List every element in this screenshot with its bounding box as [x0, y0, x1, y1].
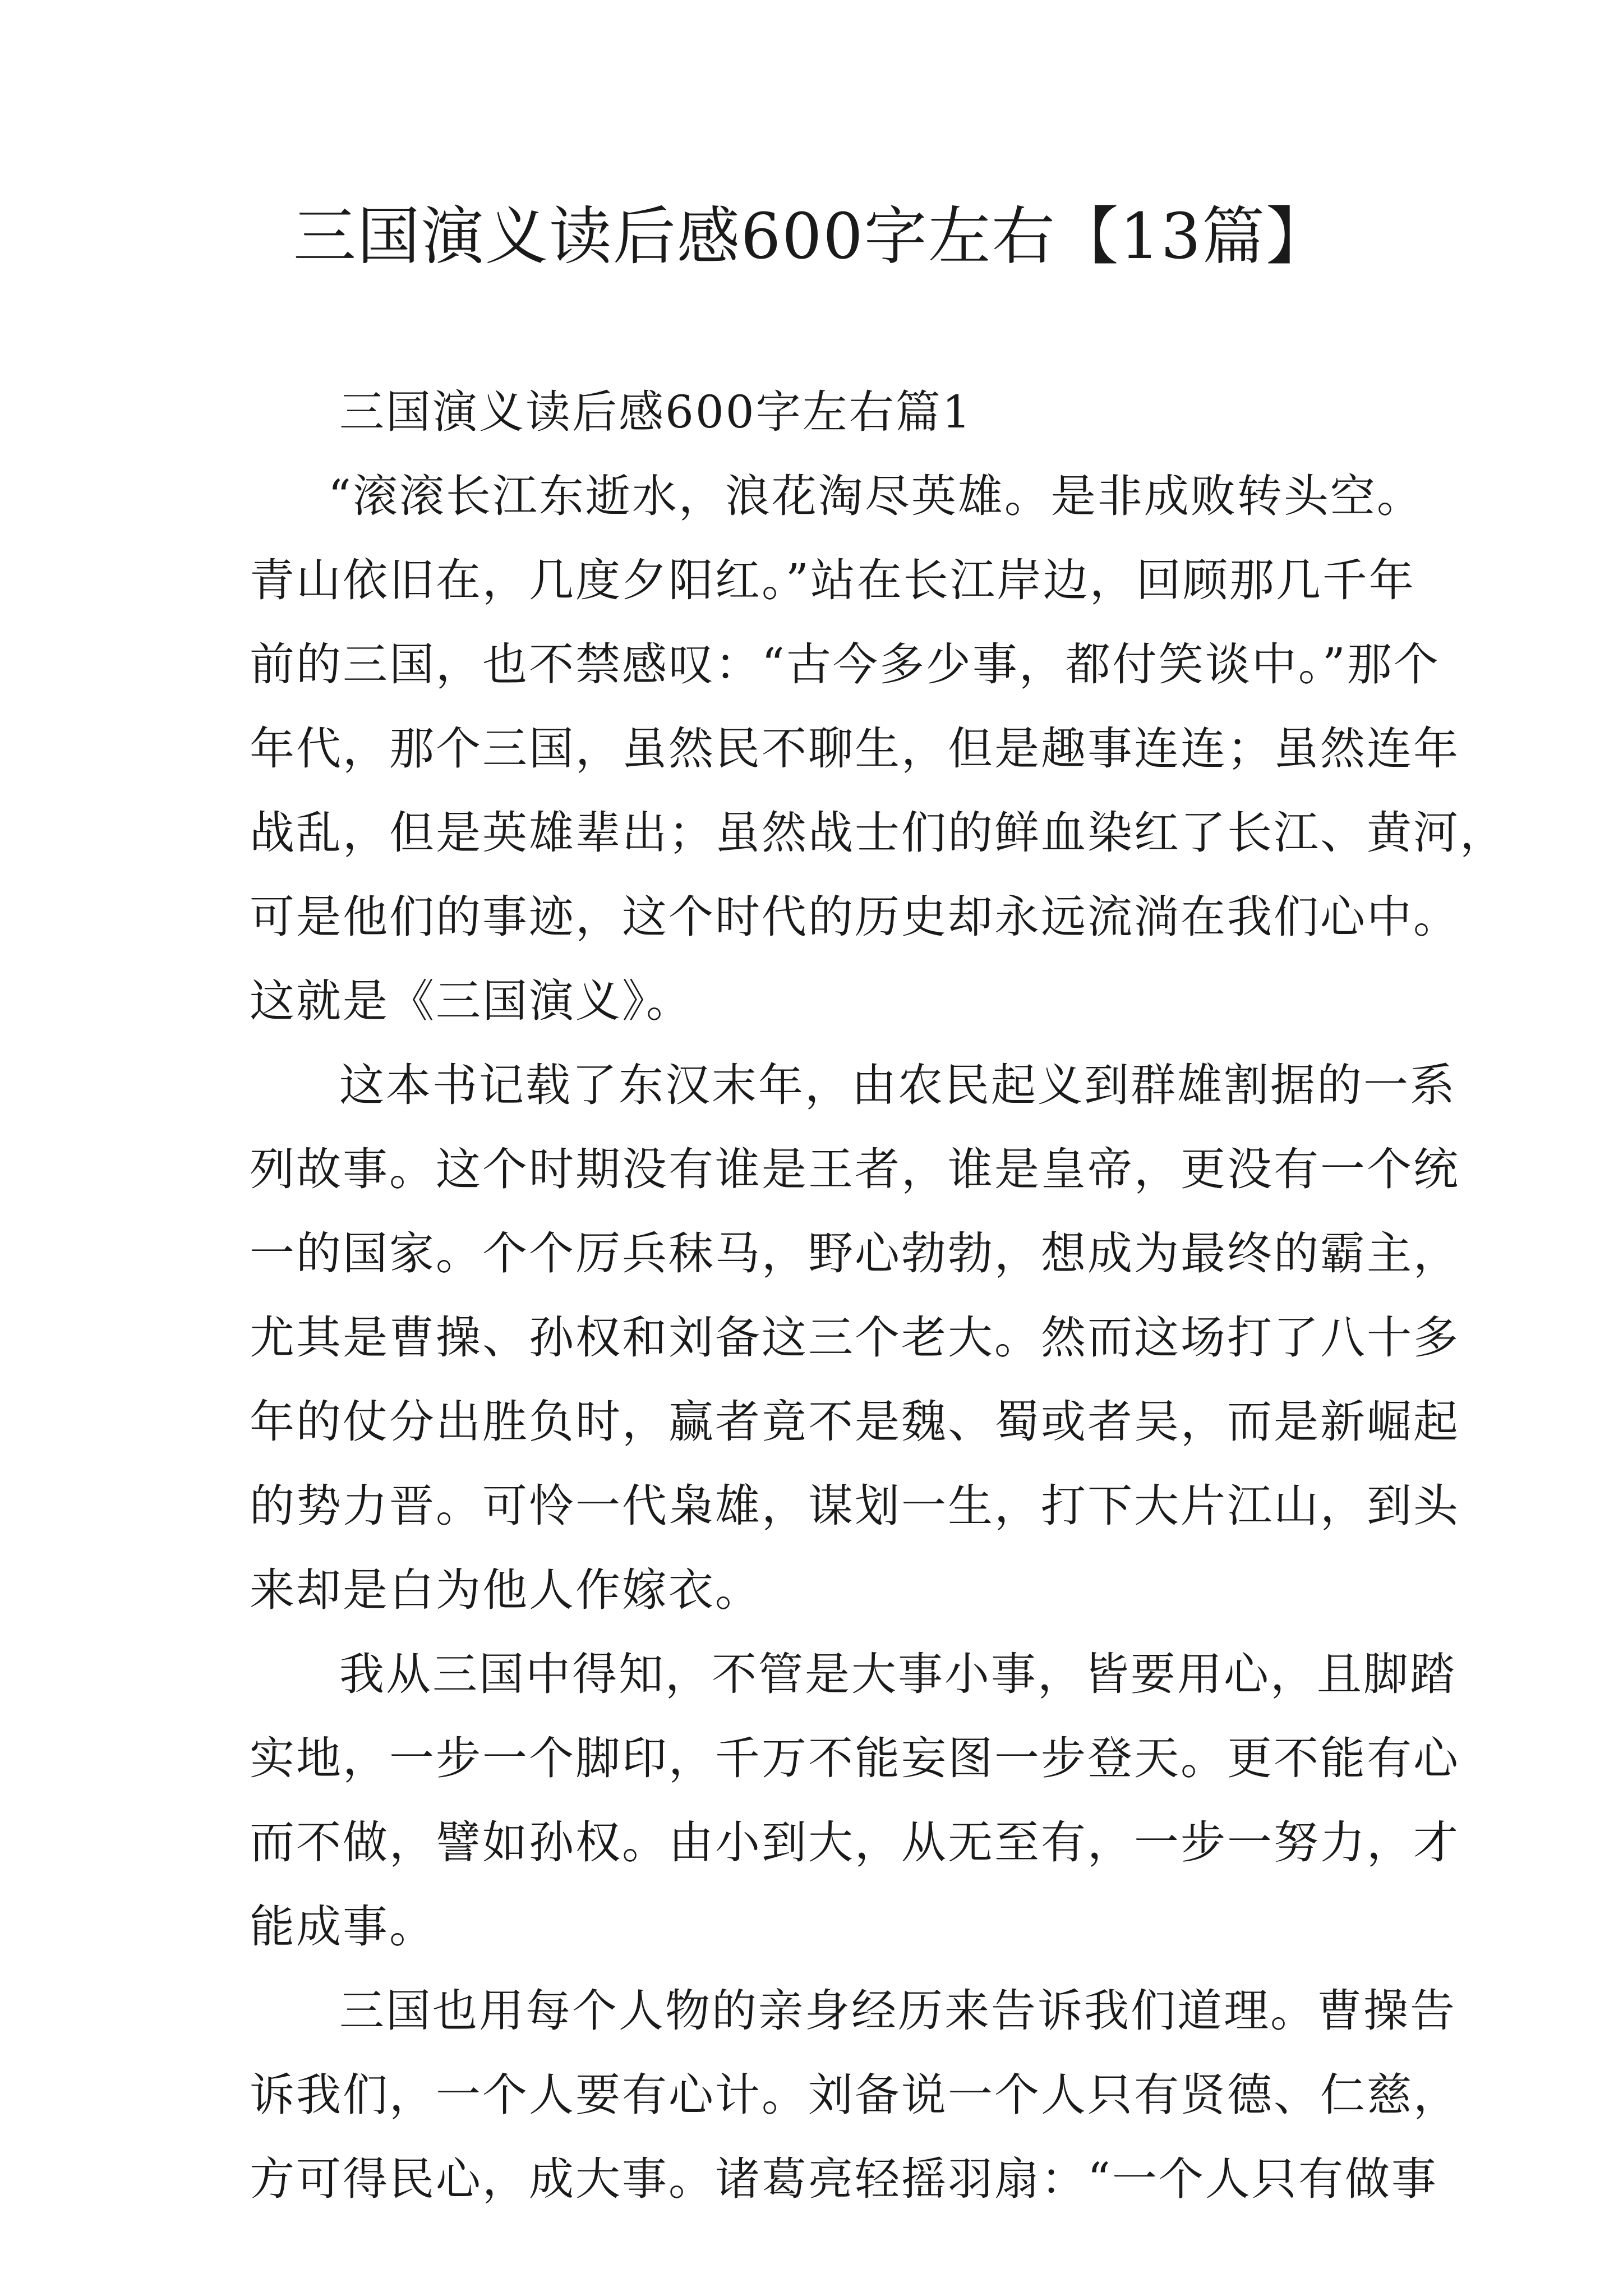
paragraph-1-line-2: 青山依旧在，几度夕阳红。”站在长江岸边，回顾那几千年	[250, 554, 1415, 606]
paragraph-2-line-3: 一的国家。个个厉兵秣马，野心勃勃，想成为最终的霸主，	[250, 1227, 1460, 1280]
paragraph-1-line-7: 这就是《三国演义》。	[250, 975, 693, 1027]
document-title: 三国演义读后感600字左右【13篇】	[293, 200, 1330, 273]
paragraph-4-line-2: 诉我们，一个人要有心计。刘备说一个人只有贤德、仁慈，	[250, 2069, 1460, 2121]
paragraph-2-line-2: 列故事。这个时期没有谁是王者，谁是皇帝，更没有一个统	[250, 1143, 1460, 1195]
paragraph-1-line-4: 年代，那个三国，虽然民不聊生，但是趣事连连；虽然连年	[250, 723, 1460, 775]
paragraph-1-line-3: 前的三国，也不禁感叹：“古今多少事，都付笑谈中。”那个	[250, 638, 1440, 691]
paragraph-4-line-1: 三国也用每个人物的亲身经历来告诉我们道理。曹操告	[339, 1985, 1456, 2037]
paragraph-2-line-4: 尤其是曹操、孙权和刘备这三个老大。然而这场打了八十多	[250, 1312, 1460, 1364]
paragraph-3-line-2: 实地，一步一个脚印，千万不能妄图一步登天。更不能有心	[250, 1732, 1460, 1784]
paragraph-2-line-5: 年的仗分出胜负时，赢者竟不是魏、蜀或者吴，而是新崛起	[250, 1396, 1460, 1448]
paragraph-1-line-1: “滚滚长江东逝水，浪花淘尽英雄。是非成败转头空。	[328, 470, 1423, 522]
paragraph-3-line-1: 我从三国中得知，不管是大事小事，皆要用心，且脚踏	[339, 1648, 1456, 1700]
paragraph-3-line-4: 能成事。	[250, 1901, 436, 1953]
paragraph-1-line-5: 战乱，但是英雄辈出；虽然战士们的鲜血染红了长江、黄河，	[250, 807, 1506, 859]
paragraph-4-line-3: 方可得民心，成大事。诸葛亮轻摇羽扇：“一个人只有做事	[250, 2153, 1438, 2205]
paragraph-3-line-3: 而不做，譬如孙权。由小到大，从无至有，一步一努力，才	[250, 1816, 1460, 1869]
paragraph-2-line-1: 这本书记载了东汉末年，由农民起义到群雄割据的一系	[339, 1059, 1456, 1111]
section-heading: 三国演义读后感600字左右篇1	[339, 386, 972, 438]
paragraph-2-line-6: 的势力晋。可怜一代枭雄，谋划一生，打下大片江山，到头	[250, 1480, 1460, 1532]
document-body	[250, 370, 1506, 2221]
paragraph-2-line-7: 来却是白为他人作嫁衣。	[250, 1564, 762, 1616]
paragraph-1-line-6: 可是他们的事迹，这个时代的历史却永远流淌在我们心中。	[250, 891, 1460, 943]
